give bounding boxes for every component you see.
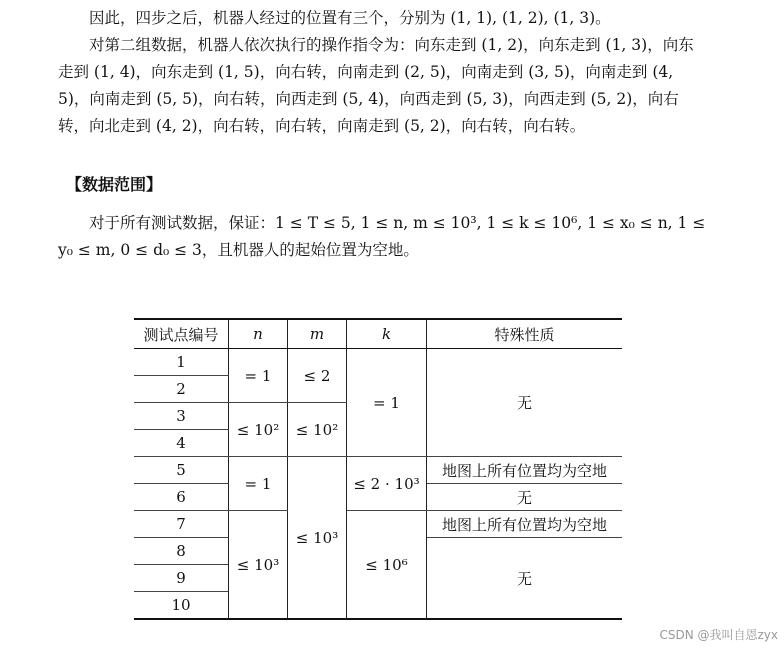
- table-row: [134, 457, 622, 484]
- m-cell: ≤ 10³: [288, 457, 347, 620]
- header-special: 特殊性质: [427, 319, 623, 349]
- table-header-row: [134, 319, 622, 349]
- test-id-cell: 6: [134, 484, 229, 511]
- test-point-table: [134, 318, 622, 620]
- k-cell: ≤ 10⁶: [347, 511, 427, 620]
- test-id-cell: 8: [134, 538, 229, 565]
- special-cell: 无: [427, 349, 623, 457]
- table-row: [134, 349, 622, 376]
- section-heading-data-range: 【数据范围】: [66, 175, 163, 194]
- special-cell: 地图上所有位置均为空地: [427, 511, 623, 538]
- paragraph-constraints: 对于所有测试数据，保证：1 ≤ T ≤ 5, 1 ≤ n, m ≤ 10³, 1 ≤ k ≤ 10⁶, 1 ≤ x₀ ≤ n, 1 ≤ y₀ ≤ m, 0 ≤ d₀ ≤ 3，且机器人的起始位置为空地。: [58, 214, 706, 259]
- special-cell: 无: [427, 484, 623, 511]
- n-cell: ≤ 10³: [229, 511, 288, 620]
- test-id-cell: 4: [134, 430, 229, 457]
- test-id-cell: 5: [134, 457, 229, 484]
- test-id-cell: 10: [134, 592, 229, 620]
- n-cell: ≤ 10²: [229, 403, 288, 457]
- test-id-cell: 9: [134, 565, 229, 592]
- test-id-cell: 2: [134, 376, 229, 403]
- header-m: m: [288, 319, 347, 349]
- special-cell: 无: [427, 538, 623, 620]
- special-cell: 地图上所有位置均为空地: [427, 457, 623, 484]
- m-cell: ≤ 2: [288, 349, 347, 403]
- header-k: k: [347, 319, 427, 349]
- n-cell: = 1: [229, 349, 288, 403]
- n-cell: = 1: [229, 457, 288, 511]
- test-id-cell: 1: [134, 349, 229, 376]
- k-cell: = 1: [347, 349, 427, 457]
- table-row: [134, 511, 622, 538]
- header-test-id: 测试点编号: [134, 319, 229, 349]
- paragraph-second-group: 对第二组数据，机器人依次执行的操作指令为：向东走到 (1, 2)，向东走到 (1, 3)，向东走到 (1, 4)，向东走到 (1, 5)，向右转，向南走到 (2, 5)，向南走到 (3, 5)，向南走到 (4, 5)，向南走到 (5, 5)，向右转，向西走到 (5, 4)，向西走到 (5, 3)，向西走到 (5, 2)，向右转，向北走到 (4, 2)，向右转，向右转，向南走到 (5, 2)，向右转，向右转。: [58, 36, 694, 135]
- m-cell: ≤ 10²: [288, 403, 347, 457]
- paragraph-summary: 因此，四步之后，机器人经过的位置有三个，分别为 (1, 1), (1, 2), (1, 3)。: [89, 9, 611, 27]
- header-n: n: [229, 319, 288, 349]
- watermark: CSDN @我叫自恩zyx: [659, 628, 778, 642]
- k-cell: ≤ 2 · 10³: [347, 457, 427, 511]
- test-id-cell: 3: [134, 403, 229, 430]
- test-id-cell: 7: [134, 511, 229, 538]
